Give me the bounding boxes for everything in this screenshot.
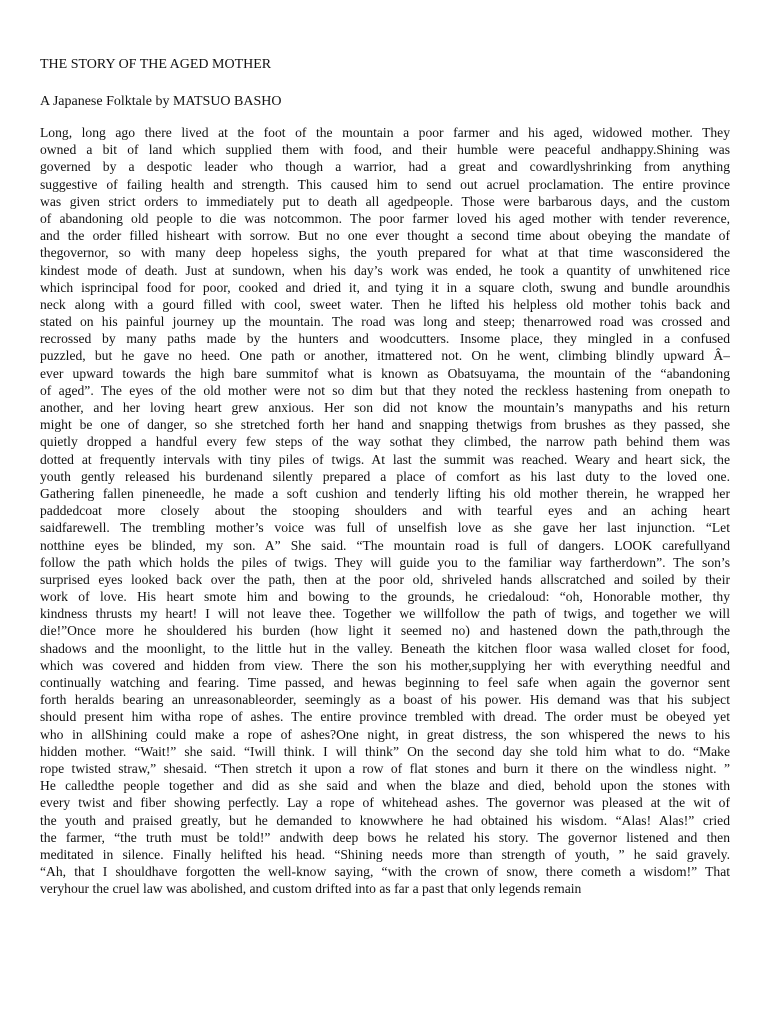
body-text-line: dotted at frequently intervals with tiny piles of twigs. At last the summit was reached. Weary and heart sick, the [40, 451, 730, 467]
document-title: THE STORY OF THE AGED MOTHER [40, 57, 272, 72]
body-text-line: saidfarewell. The trembling mother’s voice was full of unselfish love as she gave her last injunction. “Let [40, 520, 730, 536]
body-text-line: paddedcoat more closely about the stooping shoulders and with tearful eyes and an aching heart [40, 503, 730, 519]
body-text-line: kindest mode of death. Just at sundown, when his day’s work was ended, he took a quantity of unwhitened rice [40, 262, 730, 278]
body-text-line: hidden mother. “Wait!” she said. “Iwill think. I will think” On the second day she told him what to do. “Make [40, 743, 730, 759]
body-text-line: He calledthe people together and did as she said and when the blaze and died, behold upon the stones with [40, 778, 730, 794]
body-text-line: governed by a despotic leader who though a warrior, had a great and cowardlyshrinking from anything [40, 159, 730, 175]
body-text-line: shadows and the moonlight, to the little hut in the valley. Beneath the kitchen floor wasa walled closet for food, [40, 640, 730, 656]
body-text-line: owned a bit of land which supplied them with food, and their humble were peaceful andhappy.Shining was [40, 142, 730, 158]
body-text-line: work of love. His heart smote him and bowing to the grounds, he criedaloud: “oh, Honorable mother, thy [40, 589, 730, 605]
body-text-line: Long, long ago there lived at the foot of the mountain a poor farmer and his aged, widowed mother. They [40, 125, 730, 140]
body-text-line: quietly dropped a handful every few steps of the way sothat they climbed, the narrow path behind them was [40, 434, 730, 450]
body-text-line: of abandoning old people to die was notcommon. The poor farmer loved his aged mother with tender reverence, [40, 210, 730, 226]
body-text-line: who in allShining could make a rope of ashes?One night, in great distress, the son whispered the news to his [40, 726, 730, 742]
body-text-line: notthine eyes be blinded, my son. A” She said. “The mountain road is full of dangers. LOOK carefullyand [40, 537, 730, 553]
body-text-line: continually watching and fearing. Time passed, and hewas beginning to feel safe when again the governor sent [40, 675, 730, 690]
body-text-line: and the order filled hisheart with sorrow. But no one ever thought a second time about obeying the mandate of [40, 228, 730, 244]
body-text-line: suggestive of failing health and strength. This caused him to send out acruel proclamation. The entire province [40, 176, 730, 192]
body-text-line: ever upward towards the high bare summitof what is known as Obatsuyama, the mountain of the “abandoning [40, 365, 730, 381]
body-text-line: kindness thrusts my heart! I will not leave thee. Together we willfollow the path of twigs, and together we will [40, 606, 730, 622]
body-text-line: which was covered and hidden from view. There the son his mother,supplying her with everything needful and [40, 657, 730, 673]
body-text-line: recrossed by many paths made by the hunters and woodcutters. Insome place, they mingled in a confused [40, 331, 730, 347]
body-text-line: another, and her loving heart grew anxious. Her son did not know the mountain’s manypaths and his return [40, 400, 730, 415]
story-body [40, 124, 730, 897]
body-text-line: of aged”. The eyes of the old mother were not so dim but that they noted the reckless hastening from onepath to [40, 382, 730, 398]
body-text-line: stated on his painful journey up the mountain. The road was long and steep; thenarrowed road was crossed and [40, 314, 730, 330]
body-text-line: was given strict orders to immediately put to death all agedpeople. Those were barbarous days, and the custom [40, 193, 730, 209]
body-text-line: surprised eyes looked back over the path, then at the poor old, shriveled hands allscratched and soiled by their [40, 571, 730, 587]
body-text-line: rope twisted straw,” shesaid. “Then stretch it upon a row of flat stones and burn it there on the windless night. ” [40, 760, 730, 776]
body-text-line: Gathering fallen pineneedle, he made a soft cushion and tenderly lifting his old mother therein, he wrapped her [40, 485, 730, 501]
body-text-line: follow the path which holds the piles of twigs. They will guide you to the familiar way fartherdown”. The son’s [40, 554, 730, 570]
body-text-line: thegovernor, so with many deep hopeless sighs, the youth prepared for what at that time wasconsidered the [40, 245, 730, 261]
body-text-line: which isprincipal food for poor, cooked and dried it, and tying it in a square cloth, swung and bundle aroundhis [40, 279, 730, 295]
body-text-line: forth heralds bearing an unreasonableorder, seemingly as a boast of his power. His demand was that his subject [40, 692, 730, 708]
body-text-line: the youth and praised greatly, but he demanded to knowwhere he had obtained his wisdom. “Alas! Alas!” cried [40, 812, 730, 828]
document-subtitle: A Japanese Folktale by MATSUO BASHO [40, 94, 282, 109]
body-text-line: puzzled, but he gave no heed. One path or another, itmattered not. On he went, climbing blindly upward Â– [40, 348, 730, 364]
body-text-line: the farmer, “the truth must be told!” andwith deep bows he related his story. The governor listened and then [40, 829, 730, 845]
body-text-line: veryhour the cruel law was abolished, and custom drifted into as far a past that only legends remain [40, 881, 582, 897]
body-text-line: every twist and fiber showing perfectly. Lay a rope of whitehead ashes. The governor was pleased at the wit of [40, 795, 730, 811]
body-text-line: neck along with a gourd filled with cool, sweet water. Then he lifted his helpless old mother tohis back and [40, 296, 730, 312]
body-text-line: might be one of danger, so she stretched forth her hand and snapping thetwigs from brushes as they passed, she [40, 417, 730, 433]
body-text-line: should present him witha rope of ashes. The entire province trembled with dread. The order must be obeyed yet [40, 709, 730, 725]
body-text-line: “Ah, that I shouldhave forgotten the well-know saying, “with the crown of snow, there cometh a wisdom!” That [40, 864, 730, 880]
body-text-line: youth gently released his burdenand silently prepared a place of comfort as his last duty to the loved one. [40, 468, 730, 484]
body-text-line: meditated in silence. Finally helifted his head. “Shining needs more than strength of youth, ” he said gravely. [40, 846, 730, 862]
body-text-line: die!”Once more he shouldered his burden (how light it seemed no) and hastened down the path,through the [40, 623, 730, 639]
